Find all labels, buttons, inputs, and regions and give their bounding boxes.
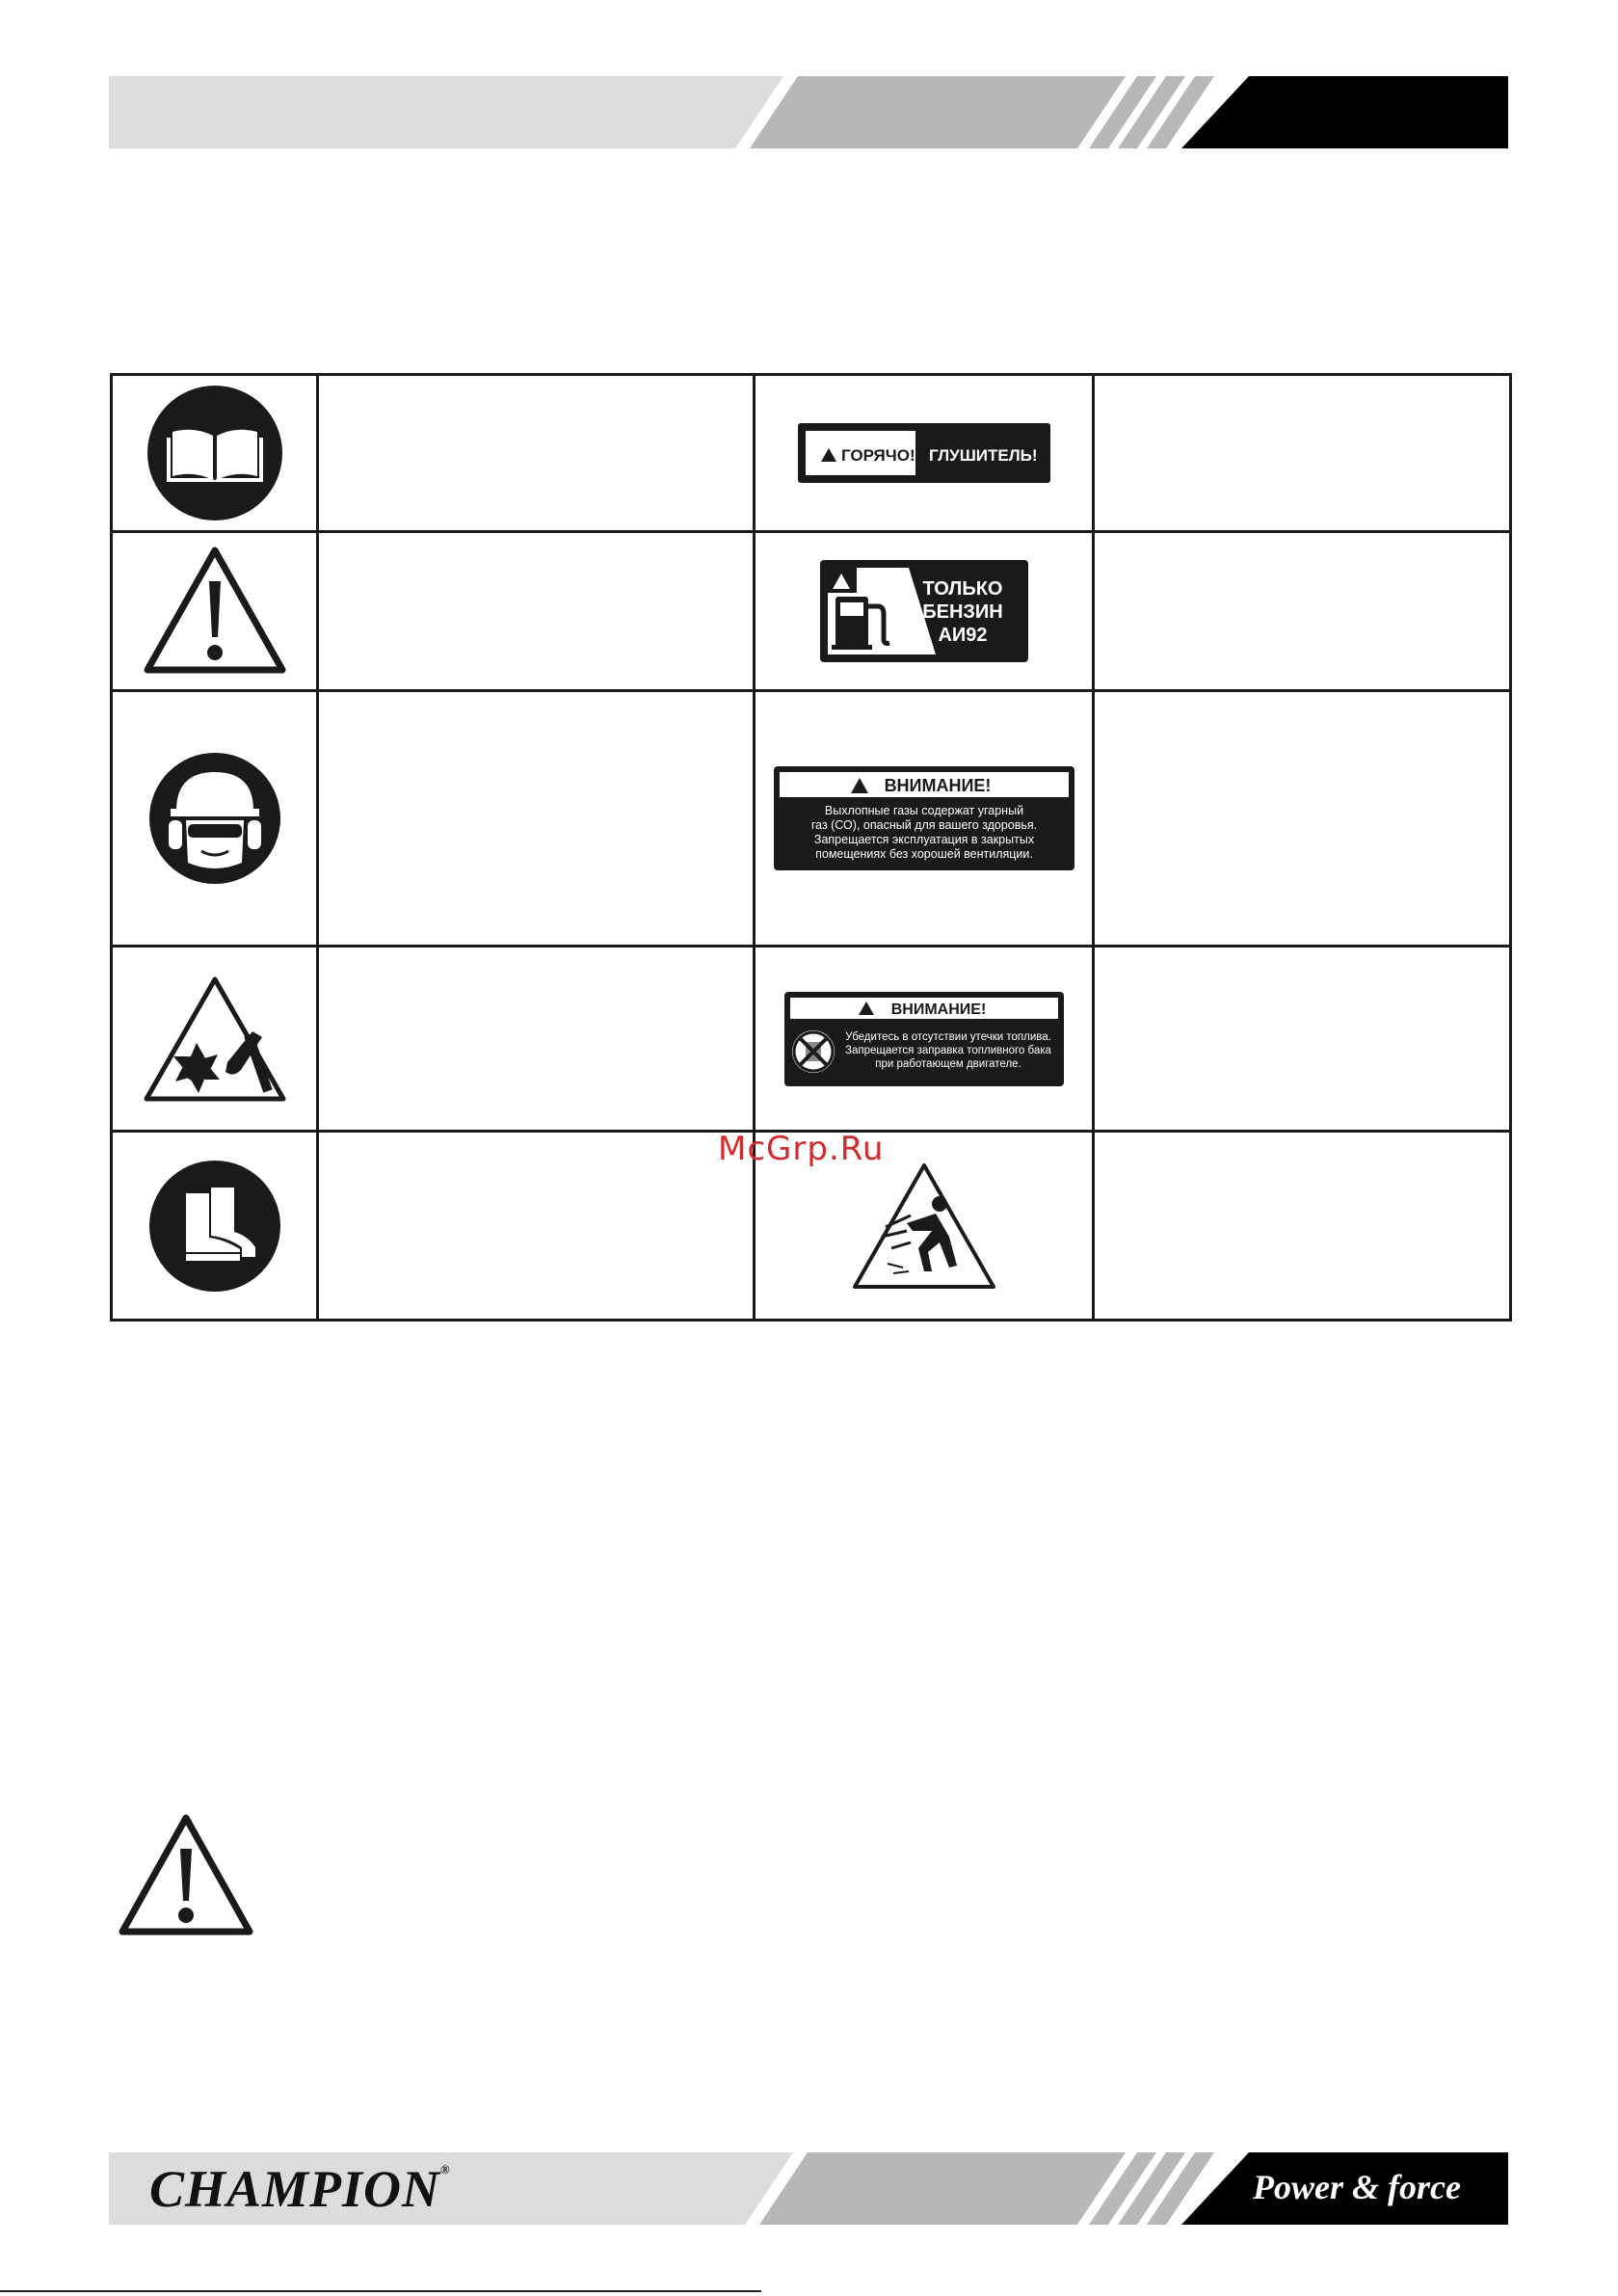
description-cell (1094, 375, 1511, 532)
brand-logo: CHAMPION® (149, 2160, 451, 2218)
protective-gear-icon (147, 751, 282, 886)
header-band (109, 76, 1508, 148)
divider (0, 2290, 761, 2292)
trip-hazard-icon (849, 1160, 999, 1293)
brand-name: CHAMPION (149, 2160, 441, 2218)
leak-label-line3: при работающем двигателе. (874, 1057, 1021, 1070)
label-cell (755, 375, 1094, 532)
description-cell (1094, 947, 1511, 1132)
table-row (112, 691, 1511, 947)
fuel-label-line2: БЕНЗИН (921, 601, 1003, 623)
description-cell (318, 947, 755, 1132)
symbol-cell (112, 691, 318, 947)
description-cell (318, 691, 755, 947)
read-manual-icon (146, 384, 284, 522)
hot-label-right: ГЛУШИТЕЛЬ! (928, 446, 1038, 465)
hot-muffler-label (798, 423, 1050, 483)
symbol-cell (112, 532, 318, 691)
table-row (112, 532, 1511, 691)
exhaust-label-line1: Выхлопные газы содержат угарный (824, 804, 1023, 817)
fuel-leak-warning-label (784, 992, 1064, 1086)
caution-icon (117, 1812, 255, 1944)
label-cell (755, 532, 1094, 691)
description-cell (318, 532, 755, 691)
hot-label-left: ГОРЯЧО! (840, 446, 915, 465)
fuel-label-line1: ТОЛЬКО (922, 578, 1003, 600)
exhaust-label-line4: помещениях без хорошей вентиляции. (814, 847, 1033, 861)
symbol-cell (112, 375, 318, 532)
exhaust-label-line2: газ (СО), опасный для вашего здоровья. (810, 818, 1037, 832)
watermark: McGrp.Ru (718, 1130, 885, 1168)
safety-symbols-table (110, 373, 1512, 1322)
symbol-cell (112, 1132, 318, 1321)
description-cell (318, 1132, 755, 1321)
leak-label-line1: Убедитесь в отсутствии утечки топлива. (844, 1030, 1051, 1043)
slogan: Power & force (1253, 2168, 1461, 2206)
exhaust-label-line3: Запрещается эксплуатация в закрытых (813, 833, 1034, 846)
description-cell (318, 375, 755, 532)
leak-label-line2: Запрещается заправка топливного бака (844, 1044, 1051, 1056)
rotating-parts-icon (141, 974, 289, 1105)
leak-label-title: ВНИМАНИЕ! (890, 1001, 986, 1018)
table-row (112, 947, 1511, 1132)
no-refuel-icon (792, 1030, 835, 1073)
label-cell (755, 691, 1094, 947)
description-cell (1094, 691, 1511, 947)
symbol-cell (112, 947, 318, 1132)
exhaust-label-title: ВНИМАНИЕ! (884, 776, 992, 795)
description-cell (1094, 532, 1511, 691)
table-row (112, 375, 1511, 532)
safety-boots-icon (147, 1159, 282, 1294)
exhaust-warning-label (774, 766, 1074, 870)
label-cell (755, 947, 1094, 1132)
warning-icon (142, 545, 288, 678)
fuel-label-line3: АИ92 (938, 625, 988, 646)
fuel-type-label (820, 560, 1028, 662)
description-cell (1094, 1132, 1511, 1321)
